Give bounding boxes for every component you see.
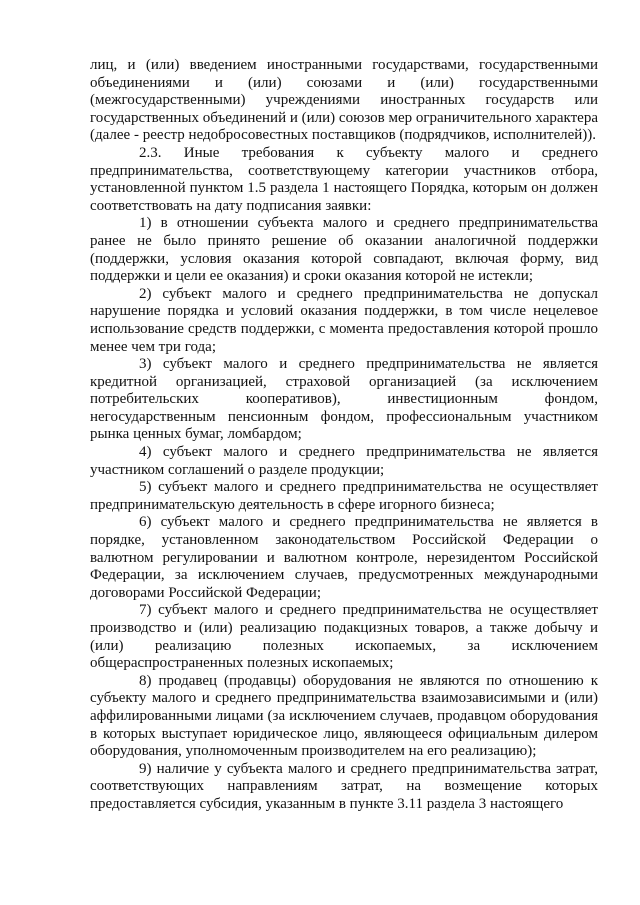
list-item-4: 4) субъект малого и среднего предпринимательства не является участником соглашений о разделе продукции; xyxy=(90,444,598,478)
list-item-5: 5) субъект малого и среднего предпринимательства не осуществляет предпринимательскую деятельность в сфере игорного бизнеса; xyxy=(90,479,598,513)
list-item-1: 1) в отношении субъекта малого и среднего предпринимательства ранее не было принято решение об оказании аналогичной поддержки (поддержки, условия оказания которой совпадают, включая форму, вид поддержки и цели ее оказания) и сроки оказания которой не истекли; xyxy=(90,215,598,285)
list-item-7: 7) субъект малого и среднего предпринимательства не осуществляет производство и (или) реализацию подакцизных товаров, а также добычу и (или) реализацию полезных ископаемых, за исключением общераспространенных полезных ископаемых; xyxy=(90,602,598,672)
list-item-9: 9) наличие у субъекта малого и среднего предпринимательства затрат, соответствующих направлениям затрат, на возмещение которых предоставляется субсидия, указанным в пункте 3.11 раздела 3 настоящего xyxy=(90,760,598,812)
list-item-6: 6) субъект малого и среднего предпринимательства не является в порядке, установленном законодательством Российской Федерации о валютном регулировании и валютном контроле, нерезидентом Российской Федерации, за исключением случаев, предусмотренных международными договорами Российской Федерации; xyxy=(90,514,598,601)
paragraph-continuation: лиц, и (или) введением иностранными государствами, государственными объединениями и (или) союзами и (или) государственными (межгосударственными) учреждениями иностранных государств или государственных объединений и (или) союзов мер ограничительного характера (далее - реестр недобросовестных поставщиков (подрядчиков, исполнителей)). xyxy=(90,57,598,144)
list-item-3: 3) субъект малого и среднего предпринимательства не является кредитной организацией, страховой организацией (за исключением потребительских кооперативов), инвестиционным фондом, негосударственным пенсионным фондом, профессиональным участником рынка ценных бумаг, ломбардом; xyxy=(90,356,598,443)
list-item-2: 2) субъект малого и среднего предпринимательства не допускал нарушение порядка и условий оказания поддержки, в том числе нецелевое использование средств поддержки, с момента предоставления которой прошло менее чем три года; xyxy=(90,285,598,355)
paragraph-2-3-requirements: 2.3. Иные требования к субъекту малого и среднего предпринимательства, соответствующему категории участников отбора, установленной пунктом 1.5 раздела 1 настоящего Порядка, которым он должен соответствовать на дату подписания заявки: xyxy=(90,144,598,214)
list-item-8: 8) продавец (продавцы) оборудования не являются по отношению к субъекту малого и среднего предпринимательства взаимозависимыми и (или) аффилированными лицами (за исключением случаев, продавцом оборудования в которых выступает юридическое лицо, являющееся официальным дилером оборудования, уполномоченным производителем на его реализацию); xyxy=(90,672,598,760)
